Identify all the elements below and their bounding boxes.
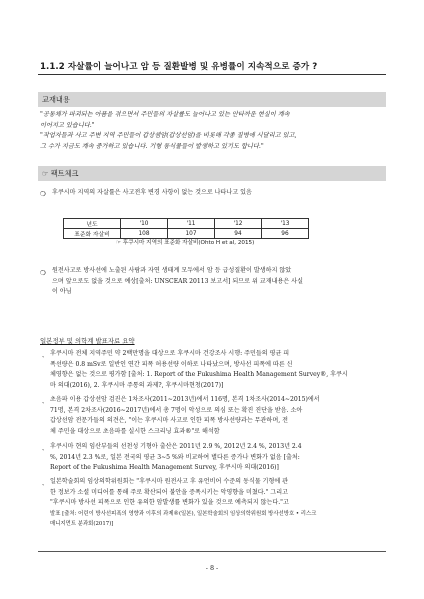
quote-line: 그 수가 지금도 계속 증가하고 있습니다. 기형 동식물들이 발생하고 있기도 합니다." <box>40 142 264 150</box>
table-caption: ☞ 후쿠시마 지역의 표준화 자살비(Ohto H et al, 2015) <box>116 240 255 246</box>
paragraph-line: 후쿠시마 현의 임산부들의 선천성 기형아 출산은 2011년 2.9 %, 2012년 2.4 %, 2013년 2.4 <box>50 443 302 450</box>
suicide-ratio-table <box>63 218 309 239</box>
textbook-quote <box>40 110 386 152</box>
summary-item-1 <box>50 349 348 391</box>
dot-bullet-icon: ㆍ <box>40 447 47 454</box>
paragraph-line: 체 주민을 대상으로 초음파를 실시한 스크리닝 효과®"로 해석함 <box>50 427 220 435</box>
band-label: 교재내용 <box>42 95 70 104</box>
table-cell: 94 <box>215 229 262 239</box>
table-row <box>64 219 309 229</box>
table-header-cell: '11 <box>168 219 215 229</box>
page-number: - 8 - <box>205 564 219 572</box>
table-cell: 107 <box>168 229 215 239</box>
table-header-cell: '13 <box>262 219 309 229</box>
textbook-content-band <box>38 92 386 107</box>
paragraph-line: 마 의대(2016), 2. 후쿠시마 주통의 과제?, 후쿠시마현청(2017)] <box>50 381 224 389</box>
paragraph-line: "후쿠시마 방사선 피폭으로 인한 유의한 암발생률 변화가 있을 것으로 예측되지 않는다."고 <box>50 499 289 507</box>
table-cell: 96 <box>262 229 309 239</box>
quote-line: "공동체가 파괴되는 아픔을 겪으면서 주민들의 자살률도 늘어나고 있는 안타까운 현실이 계속 <box>40 111 290 118</box>
paragraph-line: 으며 앞으로도 없을 것으로 예상[출처: UNSCEAR 20113 보고서] 되므로 위 교재내용은 사실 <box>52 277 303 285</box>
paragraph-line: 발표 [출처: 어린이 방사선피폭의 영향과 이후의 과제®(일본), 일본학술회의 임상의학위원회 방사선방호 • 리스크 <box>50 510 317 517</box>
paragraph-line: 후쿠시마 전체 지역주민 약 2백만명을 대상으로 후쿠시마 건강조사 시행: 주민들의 평균 피 <box>50 350 290 357</box>
paragraph-line: 일본학술회의 임상의학위원회는 "후쿠시마 원전사고 후 유언비어 수준의 동식물 기형에 관 <box>50 478 289 485</box>
summary-item-3 <box>50 442 302 474</box>
paragraph-line: 체영향은 없는 것으로 평가함 [출처: 1. Report of the Fukushima Health Management Survey®, 후쿠시 <box>50 371 348 379</box>
paragraph-line: 원전사고로 방사선에 노출된 사람과 자연 생태계 모두에서 암 등 급성질환이 발생하지 않았 <box>52 267 292 274</box>
quote-line: "작업자들과 사고 주변 지역 주민들이 갑상샘암(갑상선암)을 비롯해 각종 질병에 시달리고 있고, <box>40 132 297 139</box>
paragraph-line: 이 아님 <box>52 288 72 296</box>
table-row <box>64 229 309 239</box>
paragraph-line: %, 2014년 2.3 %로, 일본 전국의 평균 3~5 %와 비교하여 별다른 증가나 변화가 없음 [출처: <box>50 453 300 461</box>
summary-item-4 <box>50 477 316 530</box>
circle-bullet-icon: ❍ <box>40 270 46 277</box>
dot-bullet-icon: ㆍ <box>40 482 47 489</box>
factcheck-paragraph-1 <box>52 188 252 199</box>
band-label: ☞ 팩트체크 <box>42 169 79 178</box>
summary-subtitle: 일본정부 및 의학계 발표자료 요약 <box>40 337 135 345</box>
table-header-cell: 년도 <box>64 219 121 229</box>
summary-item-2 <box>50 395 320 437</box>
paragraph-line: 매니지먼트 분과회(2017)] <box>50 521 114 528</box>
paragraph-line: 한 정보가 소셜 미디어를 통해 주로 확산되어 불안을 증폭시키는 악영향을 미쳤다." 그리고 <box>50 488 288 496</box>
paragraph-line: Report of the Fukushima Health Management Survey, 후쿠시마 의대(2016)] <box>50 464 279 472</box>
factcheck-paragraph-2 <box>52 266 303 298</box>
paragraph-line: 갑상선암 전문가들의 의견은, "이는 후쿠시마 사고로 인한 피폭 방사선량과는 무관하며, 전 <box>50 417 288 425</box>
heading-underline <box>38 74 386 75</box>
paragraph-line: 초음파 이용 갑상선암 검진은 1차조사(2011~2013년)에서 116명, 본격 1차조사(2014~2015)에서 <box>50 396 320 403</box>
paragraph-line: 후쿠시마 지역의 자살률은 사고전후 변경 사항이 없는 것으로 나타나고 있음 <box>52 189 252 196</box>
factcheck-band <box>38 166 386 181</box>
quote-line: 이어지고 있습니다." <box>40 121 95 129</box>
table-header-cell: '12 <box>215 219 262 229</box>
dot-bullet-icon: ㆍ <box>40 400 47 407</box>
section-heading: 1.1.2 자살률이 늘어나고 암 등 질환발병 및 유병률이 지속적으로 증가 ? <box>40 62 318 72</box>
table-cell: 표준화 자살비 <box>64 229 121 239</box>
paragraph-line: 71명, 본격 2차조사(2016~2017년)에서 총 7명이 악성으로 의심 또는 확진 진단을 받음. 소아 <box>50 406 303 414</box>
table-header-cell: '10 <box>121 219 168 229</box>
paragraph-line: 폭선량은 0.8 mSv로 일반인 연간 피폭 허용선량 이하로 나타났으며, 방사선 피폭에 따른 신 <box>50 360 293 368</box>
footer-rule <box>38 551 386 552</box>
dot-bullet-icon: ㆍ <box>40 354 47 361</box>
circle-bullet-icon: ❍ <box>40 191 46 198</box>
table-cell: 108 <box>121 229 168 239</box>
